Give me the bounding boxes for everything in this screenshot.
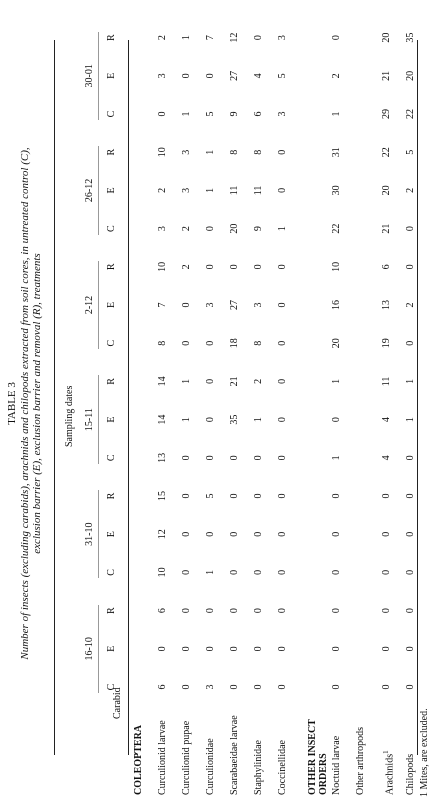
row-label-text: Staphylinidae — [253, 740, 264, 795]
table-cell: 3 — [253, 302, 264, 308]
table-cell: 0 — [253, 646, 264, 652]
row-label-text: COLEOPTERA — [133, 724, 144, 795]
table-cell: 0 — [277, 646, 288, 652]
table-cell: 5 — [205, 111, 216, 117]
table-cell: 10 — [157, 261, 168, 272]
treatment-header: R — [106, 492, 117, 500]
table-cell: 0 — [181, 646, 192, 652]
table-cell: 4 — [253, 73, 264, 79]
table-cell: 8 — [253, 340, 264, 346]
table-cell: 22 — [381, 147, 392, 158]
table-cell: 3 — [157, 226, 168, 232]
table-cell: 0 — [157, 646, 168, 652]
table-cell: 0 — [405, 646, 416, 652]
table-cell: 1 — [205, 149, 216, 155]
treatment-header: C — [106, 110, 117, 118]
table-cell: 6 — [381, 264, 392, 270]
table-cell: 1 — [253, 417, 264, 423]
table-cell: 0 — [205, 226, 216, 232]
table-cell: 16 — [331, 300, 342, 310]
table-cell: 10 — [331, 261, 342, 272]
table-cell: 0 — [205, 264, 216, 270]
table-cell: 1 — [181, 378, 192, 384]
table-cell: 0 — [405, 493, 416, 499]
row-label-text: Curculionid larvae — [157, 720, 168, 795]
table-cell: 0 — [277, 455, 288, 461]
table-cell: 0 — [229, 569, 240, 575]
table-cell: 0 — [277, 378, 288, 384]
table-cell: 35 — [229, 414, 240, 425]
table-cell: 2 — [405, 302, 416, 308]
table-cell: 0 — [381, 493, 392, 499]
table-cell: 0 — [405, 264, 416, 270]
table-cell: 0 — [331, 35, 342, 41]
table-cell: 8 — [229, 149, 240, 155]
table-cell: 0 — [157, 111, 168, 117]
treatment-header: R — [106, 607, 117, 614]
table-cell: 21 — [229, 376, 240, 387]
table-cell: 5 — [405, 149, 416, 155]
date-group-rule — [98, 32, 99, 120]
table-cell: 0 — [331, 569, 342, 575]
table-cell: 3 — [181, 187, 192, 193]
table-cell: 0 — [181, 569, 192, 575]
table-cell: 0 — [205, 531, 216, 537]
date-group-rule — [98, 490, 99, 578]
table-cell: 0 — [181, 684, 192, 690]
table-cell: 0 — [205, 417, 216, 423]
table-cell: 0 — [181, 340, 192, 346]
table-cell: 2 — [157, 35, 168, 41]
row-label — [229, 699, 240, 795]
table-cell: 29 — [381, 109, 392, 119]
table-cell: 1 — [277, 226, 288, 232]
table-cell: 35 — [405, 32, 416, 43]
table-cell: 22 — [331, 223, 342, 234]
treatment-header: R — [106, 378, 117, 385]
table-cell: 19 — [381, 338, 392, 349]
table-cell: 0 — [253, 531, 264, 537]
table-cell: 7 — [157, 302, 168, 308]
treatment-header: R — [106, 263, 117, 271]
date-header: 30-01 — [84, 64, 95, 88]
table-cell: 2 — [181, 264, 192, 270]
treatment-header: C — [106, 339, 117, 347]
date-header: 15-11 — [84, 408, 95, 432]
table-cell: 31 — [331, 147, 342, 158]
table-cell: 0 — [277, 302, 288, 308]
table-cell: 14 — [157, 376, 168, 387]
table-cell: 6 — [157, 684, 168, 690]
table-cell: 20 — [405, 70, 416, 81]
table-cell: 1 — [205, 187, 216, 193]
table-cell: 0 — [381, 684, 392, 690]
table-cell: 0 — [381, 569, 392, 575]
date-header: 16-10 — [84, 637, 95, 661]
table-cell: 0 — [331, 684, 342, 690]
row-label — [157, 699, 168, 795]
table-cell: 0 — [253, 35, 264, 41]
table-cell: 1 — [181, 111, 192, 117]
table-cell: 9 — [229, 111, 240, 117]
table-cell: 0 — [405, 226, 416, 232]
table-cell: 5 — [277, 73, 288, 79]
table-caption — [6, 0, 44, 807]
table-cell: 0 — [229, 493, 240, 499]
table-cell: 0 — [277, 417, 288, 423]
table-cell: 0 — [405, 455, 416, 461]
table-cell: 0 — [253, 455, 264, 461]
table-cell: 0 — [405, 608, 416, 614]
table-cell: 13 — [381, 300, 392, 310]
date-header: 26-12 — [84, 178, 95, 203]
treatment-header: E — [106, 416, 117, 423]
treatment-header: E — [106, 301, 117, 309]
treatment-header: C — [106, 683, 117, 691]
table-cell: 1 — [181, 417, 192, 423]
table-cell: 30 — [331, 185, 342, 196]
date-header: 2-12 — [84, 295, 95, 315]
date-group-rule — [98, 375, 99, 463]
table-cell: 5 — [205, 493, 216, 499]
table-cell: 10 — [157, 147, 168, 158]
table-cell: 11 — [253, 185, 264, 196]
table-cell: 20 — [381, 185, 392, 196]
table-cell: 0 — [181, 493, 192, 499]
table-cell: 3 — [205, 302, 216, 308]
table-cell: 21 — [381, 70, 392, 81]
table-cell: 0 — [331, 608, 342, 614]
table-cell: 1 — [331, 111, 342, 117]
row-label-text: Curculionid pupae — [181, 720, 192, 795]
table-cell: 8 — [253, 149, 264, 155]
sampling-dates-header: Sampling dates — [64, 385, 75, 447]
row-label-text: Noctuid larvae — [331, 735, 342, 795]
table-cell: 11 — [229, 185, 240, 196]
row-label-text: Coccinellidae — [277, 740, 288, 795]
row-label-text: Arachnids — [384, 753, 396, 795]
table-cell: 20 — [229, 223, 240, 234]
table-cell: 4 — [381, 455, 392, 461]
table-cell: 0 — [277, 608, 288, 614]
table-cell: 0 — [405, 531, 416, 537]
table-cell: 0 — [229, 531, 240, 537]
row-label — [277, 699, 288, 795]
footnote-reference: 1 — [382, 750, 390, 754]
table-cell: 2 — [181, 226, 192, 232]
date-group-rule — [98, 146, 99, 234]
treatment-header: R — [106, 34, 117, 41]
treatment-header: E — [106, 187, 117, 194]
table-label: TABLE 3 — [6, 382, 18, 425]
table-cell: 0 — [253, 608, 264, 614]
table-cell: 0 — [181, 73, 192, 79]
table-cell: 0 — [181, 531, 192, 537]
row-label — [331, 699, 342, 795]
table-cell: 1 — [331, 455, 342, 461]
row-label-text: Other arthropods — [355, 726, 366, 795]
table-cell: 0 — [229, 264, 240, 270]
table-cell: 3 — [277, 35, 288, 41]
table-cell: 12 — [229, 32, 240, 43]
table-cell: 0 — [381, 646, 392, 652]
table-cell: 0 — [277, 187, 288, 193]
table-cell: 0 — [181, 302, 192, 308]
table-cell: 3 — [157, 73, 168, 79]
date-group-rule — [98, 605, 99, 693]
table-cell: 2 — [253, 378, 264, 384]
table-cell: 0 — [229, 455, 240, 461]
table-cell: 0 — [405, 569, 416, 575]
table-cell: 15 — [157, 491, 168, 501]
table-cell: 18 — [229, 338, 240, 349]
group-heading — [133, 699, 144, 795]
table-cell: 20 — [381, 32, 392, 43]
row-label-text: OTHER INSECT ORDERS — [307, 719, 329, 795]
table-cell: 1 — [405, 378, 416, 384]
date-header: 31-10 — [84, 522, 95, 546]
table-cell: 9 — [253, 226, 264, 232]
treatment-header: E — [106, 531, 117, 538]
table-cell: 3 — [205, 684, 216, 690]
table-cell: 22 — [405, 109, 416, 119]
table-cell: 13 — [157, 452, 168, 463]
table-cell: 11 — [381, 376, 392, 387]
treatment-header: C — [106, 569, 117, 576]
table-cell: 0 — [205, 73, 216, 79]
table-cell: 0 — [253, 493, 264, 499]
table-cell: 0 — [381, 531, 392, 537]
row-label-text: Chilopods — [405, 753, 416, 795]
table-cell: 1 — [181, 35, 192, 41]
table-cell: 0 — [253, 569, 264, 575]
table-cell: 0 — [205, 378, 216, 384]
treatment-header: C — [106, 225, 117, 232]
header-rule — [128, 40, 129, 755]
table-cell: 3 — [277, 111, 288, 117]
bottom-rule — [417, 40, 418, 755]
table-cell: 0 — [229, 608, 240, 614]
treatment-header: R — [106, 148, 117, 156]
table-cell: 0 — [331, 493, 342, 499]
table-cell: 27 — [229, 300, 240, 310]
treatment-header: C — [106, 454, 117, 462]
table-cell: 21 — [381, 223, 392, 234]
table-cell: 6 — [253, 111, 264, 117]
table-cell: 1 — [205, 569, 216, 575]
row-label — [205, 699, 216, 795]
table-cell: 2 — [331, 73, 342, 79]
table-cell: 0 — [405, 684, 416, 690]
row-label-text: Curculionidae — [205, 738, 216, 795]
footnote-text: Mites, are excluded. — [419, 708, 430, 790]
group-heading — [307, 699, 329, 795]
treatment-header: E — [106, 72, 117, 79]
caption-line-2: exclusion barrier (E), exclusion barrier and removal (R), treatments — [31, 253, 43, 554]
table-cell: 1 — [405, 417, 416, 423]
table-cell: 0 — [205, 340, 216, 346]
footnote-mark: 1 — [419, 792, 430, 797]
top-rule — [54, 40, 55, 755]
row-label-text: Scarabaeidae larvae — [229, 715, 240, 795]
table-cell: 20 — [331, 338, 342, 349]
table-cell: 0 — [277, 684, 288, 690]
row-label — [405, 699, 416, 795]
row-label — [181, 699, 192, 795]
table-cell: 0 — [331, 531, 342, 537]
row-label — [381, 699, 395, 795]
table-cell: 0 — [277, 149, 288, 155]
row-header-label: Carabid — [112, 687, 123, 719]
table-cell: 3 — [181, 149, 192, 155]
date-group-rule — [98, 261, 99, 349]
table-cell: 0 — [205, 455, 216, 461]
table-cell: 0 — [405, 340, 416, 346]
table-cell: 0 — [205, 646, 216, 652]
row-label — [355, 699, 366, 795]
treatment-header: E — [106, 645, 117, 652]
table-cell: 0 — [229, 684, 240, 690]
table-cell: 2 — [157, 187, 168, 193]
table-cell: 0 — [205, 608, 216, 614]
table-cell: 1 — [331, 378, 342, 384]
table-cell: 6 — [157, 608, 168, 614]
table-cell: 0 — [253, 264, 264, 270]
table-cell: 0 — [331, 417, 342, 423]
table-cell: 0 — [277, 493, 288, 499]
table-cell: 0 — [277, 569, 288, 575]
table-cell: 0 — [181, 455, 192, 461]
table-cell: 27 — [229, 70, 240, 81]
table-cell: 0 — [277, 531, 288, 537]
table-cell: 10 — [157, 567, 168, 578]
footnote — [419, 708, 431, 797]
table-cell: 4 — [381, 417, 392, 423]
table-cell: 0 — [277, 340, 288, 346]
table-cell: 0 — [331, 646, 342, 652]
table-cell: 8 — [157, 340, 168, 346]
table-cell: 0 — [229, 646, 240, 652]
row-label — [253, 699, 264, 795]
table-cell: 2 — [405, 187, 416, 193]
caption-line-1: Number of insects (excluding carabids), arachnids and chilopods extracted from soil cores, in untreated control (C), — [18, 147, 31, 660]
table-cell: 0 — [381, 608, 392, 614]
table-cell: 12 — [157, 529, 168, 540]
table-cell: 14 — [157, 414, 168, 425]
table-cell: 0 — [253, 684, 264, 690]
table-cell: 7 — [205, 35, 216, 41]
table-cell: 0 — [277, 264, 288, 270]
table-cell: 0 — [181, 608, 192, 614]
